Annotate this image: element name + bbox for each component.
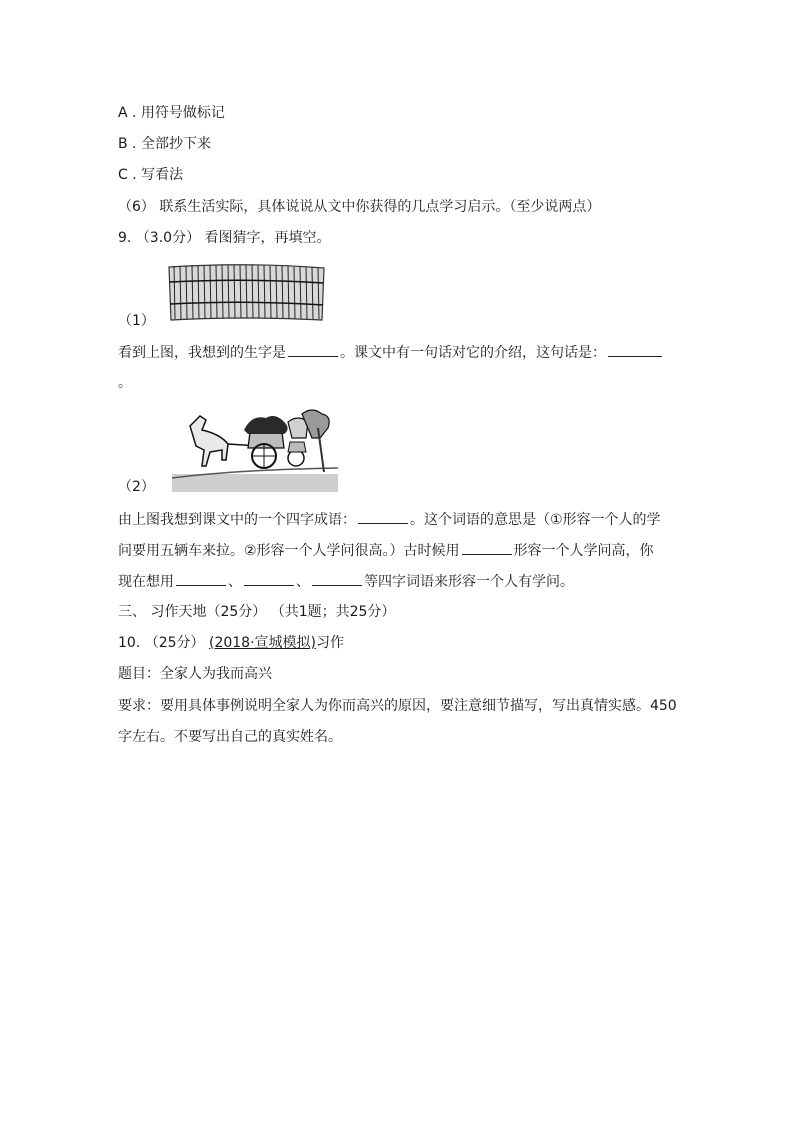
question-10-title: 题目：全家人为我而高兴 xyxy=(118,666,272,682)
question-6: （6） 联系生活实际，具体说说从文中你获得的几点学习启示。（至少说两点） xyxy=(118,199,601,215)
question-10-number: 10. （25分） xyxy=(118,635,205,651)
blank-5[interactable] xyxy=(176,571,226,586)
part-2-text-1a: 由上图我想到课文中的一个四字成语： xyxy=(118,512,356,528)
blank-6[interactable] xyxy=(244,571,294,586)
part-2-label: （2） xyxy=(118,479,155,495)
part-2-text-1b: 。这个词语的意思是（①形容一个人的学 xyxy=(410,512,661,528)
part-2-text-3a: 现在想用 xyxy=(118,574,174,590)
part-2-line-1 xyxy=(118,509,661,530)
separator-2: 、 xyxy=(296,574,310,590)
part-1-end: 。 xyxy=(118,375,132,391)
part-2-text-2b: 形容一个人学问高，你 xyxy=(513,543,654,559)
option-b: B . 全部抄下来 xyxy=(118,136,211,152)
part-2-text-3b: 等四字词语来形容一个人有学问。 xyxy=(364,574,574,590)
option-a: A . 用符号做标记 xyxy=(118,105,225,121)
part-1-label: （1） xyxy=(118,313,155,329)
blank-7[interactable] xyxy=(312,571,362,586)
question-9-header: 9. （3.0分） 看图猜字，再填空。 xyxy=(118,230,331,246)
blank-3[interactable] xyxy=(358,509,408,524)
option-c: C . 写看法 xyxy=(118,167,184,183)
blank-1[interactable] xyxy=(288,342,338,357)
part-1-text-b: 。课文中有一句话对它的介绍，这句话是： xyxy=(340,345,606,361)
question-10-source-link[interactable]: (2018·宣城模拟) xyxy=(208,635,316,651)
bamboo-slips-image xyxy=(166,262,326,322)
question-10-requirement-2: 字左右。不要写出自己的真实姓名。 xyxy=(118,729,342,745)
blank-4[interactable] xyxy=(462,540,512,555)
part-2-text-2a: 问要用五辆车来拉。②形容一个人学问很高。）古时候用 xyxy=(118,543,460,559)
part-1-line xyxy=(118,342,664,363)
horse-cart-image xyxy=(172,408,338,492)
part-2-line-2 xyxy=(118,540,654,561)
question-10-header xyxy=(118,633,344,653)
separator-1: 、 xyxy=(228,574,242,590)
question-10-type: 习作 xyxy=(316,635,344,651)
question-10-requirement-1: 要求：要用具体事例说明全家人为你而高兴的原因，要注意细节描写，写出真情实感。450 xyxy=(118,698,677,714)
section-3-header: 三、 习作天地（25分） （共1题；共25分） xyxy=(118,604,396,620)
part-2-line-3 xyxy=(118,571,574,592)
part-1-text-a: 看到上图，我想到的生字是 xyxy=(118,345,286,361)
blank-2[interactable] xyxy=(608,342,662,357)
